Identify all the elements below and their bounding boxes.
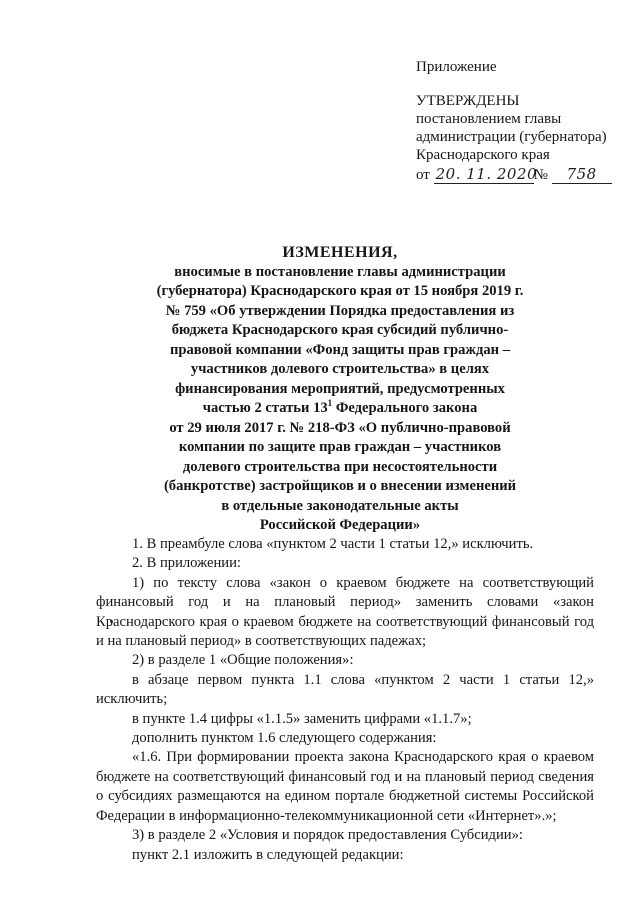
title-line: Российской Федерации» bbox=[259, 517, 421, 533]
title-line: в отдельные законодательные акты bbox=[221, 497, 459, 514]
body-paragraph: пункт 2.1 изложить в следующей редакции: bbox=[132, 846, 404, 863]
body-paragraph: 2) в разделе 1 «Общие положения»: bbox=[132, 652, 354, 669]
document-title bbox=[150, 243, 530, 536]
title-line: правовой компании «Фонд защиты прав граждан – bbox=[169, 341, 511, 358]
document-body bbox=[96, 535, 594, 865]
body-paragraph: 2. В приложении: bbox=[132, 555, 241, 572]
article-text: частью 2 статьи 13 bbox=[202, 400, 328, 416]
title-line: долевого строительства при несостоятельности bbox=[182, 458, 498, 475]
title-heading: ИЗМЕНЕНИЯ, bbox=[282, 244, 398, 261]
title-line: финансирования мероприятий, предусмотренных bbox=[175, 380, 505, 397]
title-line: участников долевого строительства» в целях bbox=[190, 361, 490, 377]
appendix-label: Приложение bbox=[416, 59, 497, 75]
approval-line: постановлением главы bbox=[416, 111, 562, 127]
body-paragraph: дополнить пунктом 1.6 следующего содержания: bbox=[132, 730, 437, 747]
approval-block bbox=[416, 58, 631, 184]
body-paragraph: в пункте 1.4 цифры «1.1.5» заменить цифрами «1.1.7»; bbox=[132, 710, 472, 727]
approved-label: УТВЕРЖДЕНЫ bbox=[416, 93, 520, 109]
title-line: вносимые в постановление главы администрации bbox=[174, 263, 506, 280]
title-line: (губернатора) Краснодарского края от 15 ноября 2019 г. bbox=[156, 283, 524, 299]
approval-line: администрации (губернатора) bbox=[416, 129, 607, 145]
handwritten-date: 20. 11. 2020 bbox=[435, 165, 538, 183]
date-prefix: от bbox=[416, 167, 430, 183]
body-paragraph: 1) по тексту слова «закон о краевом бюджете на соответствующий финансовый год и на плановый период» заменить словами «закон Краснодарского края о краевом бюджете на соответствующий финансовый год и на плановый период» в соответствующих падежах; bbox=[96, 574, 594, 650]
article-text-post: Федерального закона bbox=[332, 400, 478, 416]
body-paragraph: «1.6. При формировании проекта закона Краснодарского края о краевом бюджете на соответствующий финансовый год и на плановый период сведения о субсидиях размещаются на едином портале бюджетной системы Российской Федерации в информационно-телекоммуникационной сети «Интернет».»; bbox=[96, 749, 594, 824]
body-paragraph: в абзаце первом пункта 1.1 слова «пунктом 2 части 1 статьи 12,» исключить; bbox=[96, 671, 594, 708]
title-line: бюджета Краснодарского края субсидий публично- bbox=[171, 322, 509, 338]
title-line-article bbox=[150, 399, 530, 419]
number-sign: № bbox=[533, 167, 548, 183]
date-number-line bbox=[416, 165, 631, 184]
body-paragraph: 1. В преамбуле слова «пунктом 2 части 1 статьи 12,» исключить. bbox=[132, 536, 534, 552]
title-line: (банкротстве) застройщиков и о внесении изменений bbox=[163, 478, 517, 494]
title-line: от 29 июля 2017 г. № 218-ФЗ «О публично-правовой bbox=[169, 419, 511, 436]
body-paragraph: 3) в разделе 2 «Условия и порядок предоставления Субсидии»: bbox=[132, 827, 523, 844]
title-line: № 759 «Об утверждении Порядка предоставления из bbox=[165, 302, 515, 319]
article-superscript: 1 bbox=[327, 398, 333, 409]
title-line: компании по защите прав граждан – участников bbox=[178, 439, 502, 455]
handwritten-number: 758 bbox=[552, 165, 612, 184]
approval-line: Краснодарского края bbox=[416, 147, 550, 163]
